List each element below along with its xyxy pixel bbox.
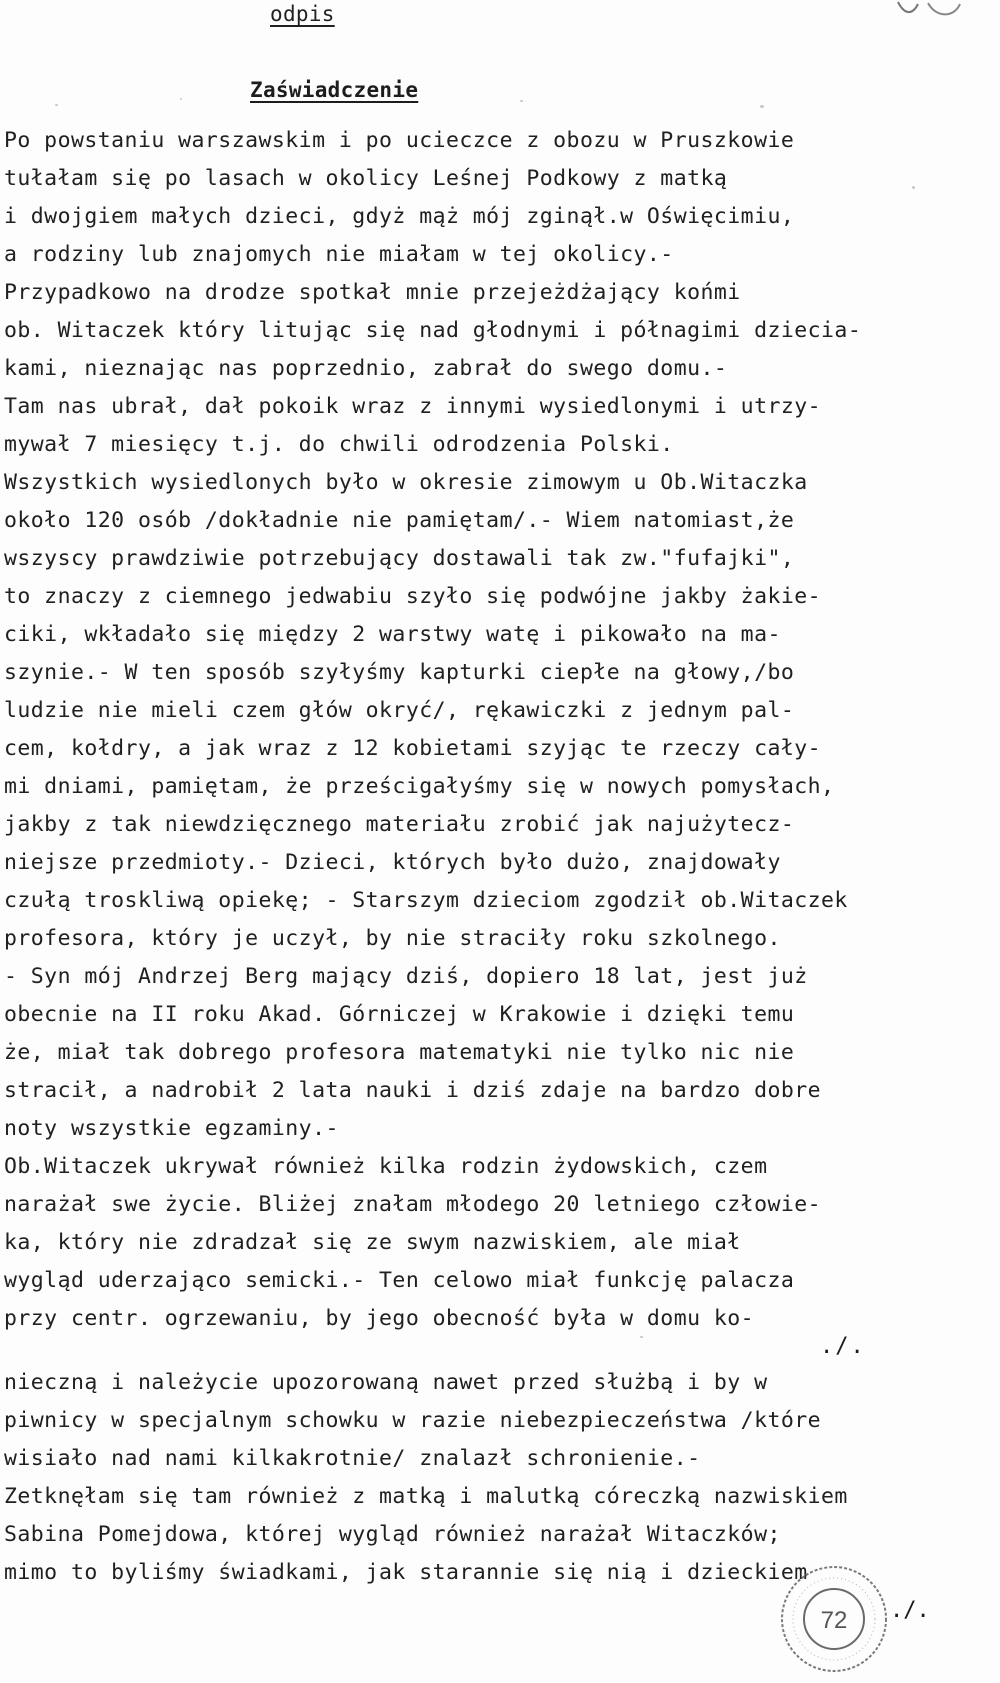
body-line: jakby z tak niewdzięcznego materiału zrobić jak najużytecz-: [4, 812, 795, 837]
body-line: nieczną i należycie upozorowaną nawet przed służbą i by w: [4, 1370, 768, 1395]
body-line: Tam nas ubrał, dał pokoik wraz z innymi wysiedlonymi i utrzy-: [4, 394, 822, 419]
body-line: Zetknęłam się tam również z matką i malutką córeczką nazwiskiem: [4, 1484, 848, 1509]
stamp-number: 72: [820, 1607, 848, 1634]
continuation-mark: ./.: [820, 1334, 866, 1359]
body-line: ciki, wkładało się między 2 warstwy watę i pikowało na ma-: [4, 622, 781, 647]
body-line: stracił, a nadrobił 2 lata nauki i dziś zdaje na bardzo dobre: [4, 1078, 822, 1103]
archive-stamp: [778, 1563, 890, 1675]
body-line: że, miał tak dobrego profesora matematyki nie tylko nic nie: [4, 1040, 795, 1065]
body-line: tułałam się po lasach w okolicy Leśnej Podkowy z matką: [4, 166, 728, 191]
body-line: Sabina Pomejdowa, której wygląd również narażał Witaczków;: [4, 1522, 781, 1547]
body-line: mywał 7 miesięcy t.j. do chwili odrodzenia Polski.: [4, 432, 674, 457]
body-line: mimo to byliśmy świadkami, jak starannie się nią i dzieckiem: [4, 1560, 808, 1585]
body-line: wszyscy prawdziwie potrzebujący dostawali tak zw."fufajki",: [4, 546, 795, 571]
body-line: profesora, który je uczył, by nie straciły roku szkolnego.: [4, 926, 781, 951]
body-line: to znaczy z ciemnego jedwabiu szyło się podwójne jakby żakie-: [4, 584, 822, 609]
body-line: narażał swe życie. Bliżej znałam młodego 20 letniego człowie-: [4, 1192, 822, 1217]
body-line: piwnicy w specjalnym schowku w razie niebezpieczeństwa /które: [4, 1408, 822, 1433]
body-line: około 120 osób /dokładnie nie pamiętam/.- Wiem natomiast,że: [4, 508, 795, 533]
body-line: ka, który nie zdradzał się ze swym nazwiskiem, ale miał: [4, 1230, 741, 1255]
paper-speckle: [760, 105, 764, 108]
body-line: kami, nieznając nas poprzednio, zabrał do swego domu.-: [4, 356, 728, 381]
document-heading: odpis: [270, 2, 335, 26]
body-line: wygląd uderzająco semicki.- Ten celowo miał funkcję palacza: [4, 1268, 795, 1293]
corner-pencil-mark: [860, 0, 1000, 22]
body-line: szynie.- W ten sposób szyłyśmy kapturki ciepłe na głowy,/bo: [4, 660, 795, 685]
body-line: - Syn mój Andrzej Berg mający dziś, dopiero 18 lat, jest już: [4, 964, 808, 989]
body-line: a rodziny lub znajomych nie miałam w tej okolicy.-: [4, 242, 674, 267]
body-line: i dwojgiem małych dzieci, gdyż mąż mój zginął.w Oświęcimiu,: [4, 204, 795, 229]
body-line: ob. Witaczek który litując się nad głodnymi i półnagimi dziecia-: [4, 318, 862, 343]
paper-speckle: [55, 104, 58, 106]
paper-speckle: [180, 98, 182, 100]
body-line: Przypadkowo na drodze spotkał mnie przejeżdżający końmi: [4, 280, 741, 305]
paper-speckle: [912, 186, 915, 189]
body-line: niejsze przedmioty.- Dzieci, których było dużo, znajdowały: [4, 850, 781, 875]
body-line: cem, kołdry, a jak wraz z 12 kobietami szyjąc te rzeczy cały-: [4, 736, 822, 761]
body-line: wisiało nad nami kilkakrotnie/ znalazł schronienie.-: [4, 1446, 701, 1471]
page-end-mark: ./.: [890, 1598, 930, 1623]
body-line: Ob.Witaczek ukrywał również kilka rodzin żydowskich, czem: [4, 1154, 768, 1179]
body-line: Wszystkich wysiedlonych było w okresie zimowym u Ob.Witaczka: [4, 470, 808, 495]
body-line: obecnie na II roku Akad. Górniczej w Krakowie i dzięki temu: [4, 1002, 795, 1027]
body-line: przy centr. ogrzewaniu, by jego obecność była w domu ko-: [4, 1306, 755, 1331]
body-line: ludzie nie mieli czem głów okryć/, rękawiczki z jednym pal-: [4, 698, 795, 723]
paper-speckle: [640, 1336, 643, 1338]
body-line: Po powstaniu warszawskim i po ucieczce z obozu w Pruszkowie: [4, 128, 795, 153]
paper-speckle: [520, 100, 523, 102]
body-line: czułą troskliwą opiekę; - Starszym dzieciom zgodził ob.Witaczek: [4, 888, 848, 913]
body-line: mi dniami, pamiętam, że prześcigałyśmy się w nowych pomysłach,: [4, 774, 835, 799]
document-title: Zaświadczenie: [250, 78, 419, 102]
body-line: noty wszystkie egzaminy.-: [4, 1116, 339, 1141]
